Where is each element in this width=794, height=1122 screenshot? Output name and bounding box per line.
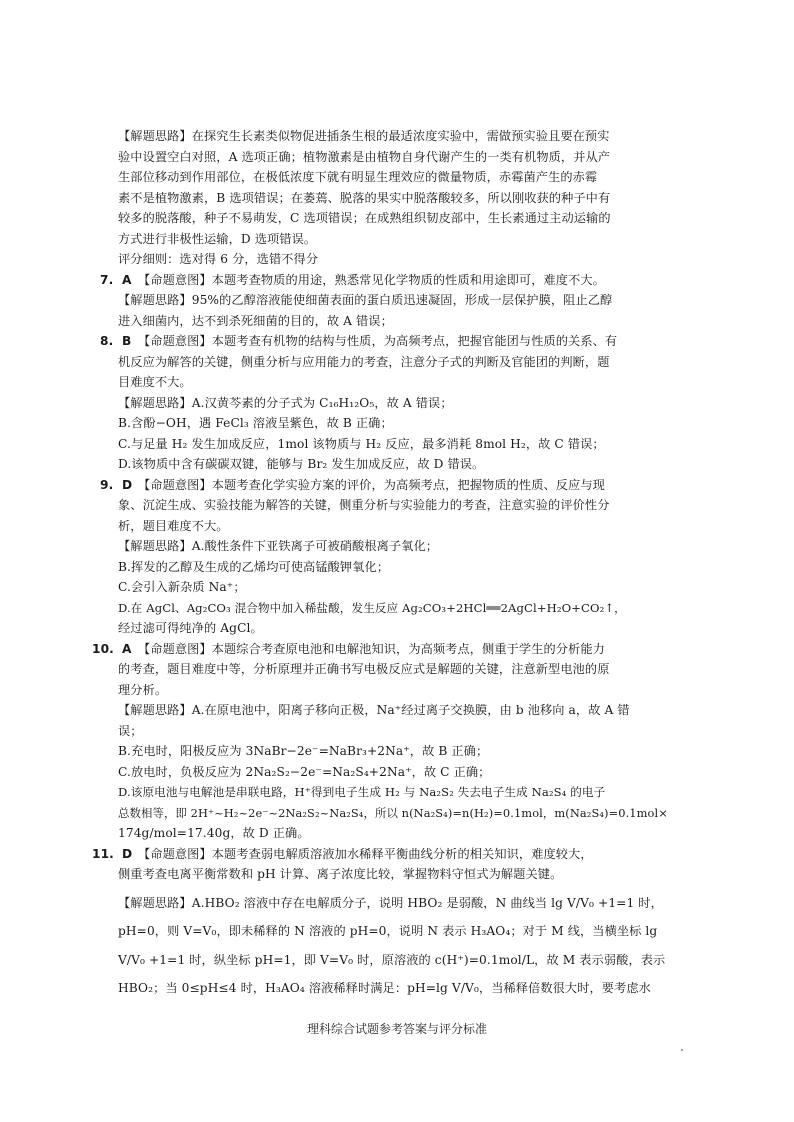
text-line: 较多的脱落酸，种子不易萌发，C 选项错误；在成熟组织韧皮部中，生长素通过主动运输的 [118, 211, 611, 225]
text-line: 【解题思路】A.在原电池中，阳离子移向正极，Na⁺经过离子交换膜，由 b 池移向 a，故 A 错 [118, 703, 630, 717]
answer-letter: D [122, 846, 133, 861]
text-line: D.该物质中含有碳碳双键，能够与 Br₂ 发生加成反应，故 D 错误。 [118, 457, 485, 471]
question-11 [92, 844, 688, 865]
text-line: 经过滤可得纯净的 AgCl。 [118, 621, 263, 635]
text-line: 【解题思路】A.汉黄芩素的分子式为 C₁₆H₁₂O₅，故 A 错误； [118, 395, 453, 410]
intent-line: 【命题意图】本题综合考查原电池和电解池知识，为高频考点，侧重于学生的分析能力 [138, 641, 605, 656]
text-line: 进入细菌内，达不到杀死细菌的目的，故 A 错误； [118, 313, 393, 328]
q7-analysis [118, 290, 688, 331]
answer-letter: B [122, 334, 132, 348]
question-number: 8. [100, 334, 114, 348]
text-line: V/V₀ +1=1 时，纵坐标 pH=1，即 V=V₀ 时，原溶液的 c(H⁺)=0.1mol/L，故 M 表示弱酸，表示 [118, 952, 666, 967]
text-line: pH=0，则 V=V₀，即未稀释的 N 溶液的 pH=0，说明 N 表示 H₃AO₄；对于 M 线，当横坐标 lg [118, 924, 658, 938]
text-line: HBO₂；当 0≤pH≤4 时，H₃AO₄ 溶液稀释时满足：pH=lg V/V₀，当稀释倍数很大时，要考虑水 [118, 981, 651, 995]
text-line: 理分析。 [118, 682, 168, 697]
q8-analysis [118, 352, 688, 475]
q11-analysis [118, 864, 688, 999]
text-line: 侧重考查电离平衡常数和 pH 计算、离子浓度比较，掌握物料守恒式为解题关键。 [118, 867, 563, 881]
question-number: 7. [100, 272, 114, 287]
text-line: B.含酚−OH，遇 FeCl₃ 溶液呈紫色，故 B 正确； [118, 416, 393, 430]
intent-line: 【命题意图】本题考查物质的用途，熟悉常见化学物质的性质和用途即可，难度不大。 [138, 272, 605, 287]
text-line: 误； [118, 723, 143, 738]
answer-letter: A [122, 272, 132, 287]
question-8 [100, 331, 688, 352]
text-line: 生部位移动到作用部位，在极低浓度下就有明显生理效应的微量物质，赤霉菌产生的赤霉 [118, 170, 598, 184]
text-line: C.与足量 H₂ 发生加成反应，1mol 该物质与 H₂ 反应，最多消耗 8mol H₂，故 C 错误； [118, 436, 605, 451]
text-line: D.在 AgCl、Ag₂CO₃ 混合物中加入稀盐酸，发生反应 Ag₂CO₃+2HCl══2AgCl+H₂O+CO₂↑， [118, 600, 626, 615]
text-line: 素不是植物激素，B 选项错误；在萎蔫、脱落的果实中脱落酸较多，所以刚收获的种子中有 [118, 190, 611, 205]
text-line: 总数相等，即 2H⁺~H₂~2e⁻~2Na₂S₂~Na₂S₄，所以 n(Na₂S₄)=n(H₂)=0.1mol，m(Na₂S₄)=0.1mol× [118, 805, 668, 820]
text-line: C.会引入新杂质 Na⁺； [118, 580, 246, 594]
scoring-rule: 评分细则：选对得 6 分，选错不得分 [118, 252, 319, 266]
intent-line: 【命题意图】本题考查弱电解质溶液加水稀释平衡曲线分析的相关知识，难度较大， [138, 846, 593, 861]
text-line: 机反应为解答的关键，侧重分析与应用能力的考查，注意分子式的判断及官能团的判断，题 [118, 354, 610, 369]
text-line: 验中设置空白对照，A 选项正确；植物激素是由植物自身代谢产生的一类有机物质，并从产 [118, 149, 611, 164]
text-line: B.充电时，阳极反应为 3NaBr−2e⁻=NaBr₃+2Na⁺，故 B 正确； [118, 744, 489, 758]
text-line: 【解题思路】在探究生长素类似物促进插条生根的最适浓度实验中，需做预实验且要在预实 [118, 129, 610, 143]
question-7 [100, 270, 688, 291]
question-number: 10. [92, 641, 114, 656]
answer-content [92, 126, 688, 999]
q10-analysis [118, 659, 688, 844]
answer-letter: D [122, 477, 133, 492]
scan-speck [681, 1049, 683, 1051]
text-line: 【解题思路】A.HBO₂ 溶液中存在电解质分子，说明 HBO₂ 是弱酸，N 曲线当 lg V/V₀ +1=1 时， [118, 895, 663, 910]
intent-line: 【命题意图】本题考查化学实验方案的评价，为高频考点，把握物质的性质、反应与现 [138, 477, 605, 492]
text-line: B.挥发的乙醇及生成的乙烯均可使高锰酸钾氧化； [118, 559, 390, 574]
text-line: 目难度不大。 [118, 375, 192, 389]
text-line: 【解题思路】A.酸性条件下亚铁离子可被硝酸根离子氧化； [118, 539, 439, 553]
intent-line: 【命题意图】本题考查有机物的结构与性质，为高频考点，把握官能团与性质的关系、有 [138, 334, 618, 348]
q6-analysis [118, 126, 688, 270]
question-10 [92, 639, 688, 660]
text-line: 的考查，题目难度中等，分析原理并正确书写电极反应式是解题的关键，注意新型电池的原 [118, 662, 610, 676]
text-line: C.放电时，负极反应为 2Na₂S₂−2e⁻=Na₂S₄+2Na⁺，故 C 正确； [118, 764, 491, 779]
answer-letter: A [122, 641, 132, 656]
question-number: 9. [100, 477, 114, 492]
q9-analysis [118, 495, 688, 639]
question-number: 11. [92, 846, 114, 861]
text-line: D.该原电池与电解池是串联电路，H⁺得到电子生成 H₂ 与 Na₂S₂ 失去电子生成 Na₂S₄ 的电子 [118, 785, 606, 799]
text-line: 方式进行非极性运输，D 选项错误。 [118, 231, 317, 246]
text-line: 象、沉淀生成、实验技能为解答的关键，侧重分析与实验能力的考查，注意实验的评价性分 [118, 498, 610, 512]
text-line: 174g/mol=17.40g，故 D 正确。 [118, 826, 310, 840]
question-9 [100, 475, 688, 496]
text-line: 析，题目难度不大。 [118, 518, 229, 533]
page-footer: 理科综合试题参考答案与评分标准 [306, 1022, 487, 1036]
text-line: 【解题思路】95%的乙醇溶液能使细菌表面的蛋白质迅速凝固，形成一层保护膜，阻止乙醇 [118, 293, 613, 307]
